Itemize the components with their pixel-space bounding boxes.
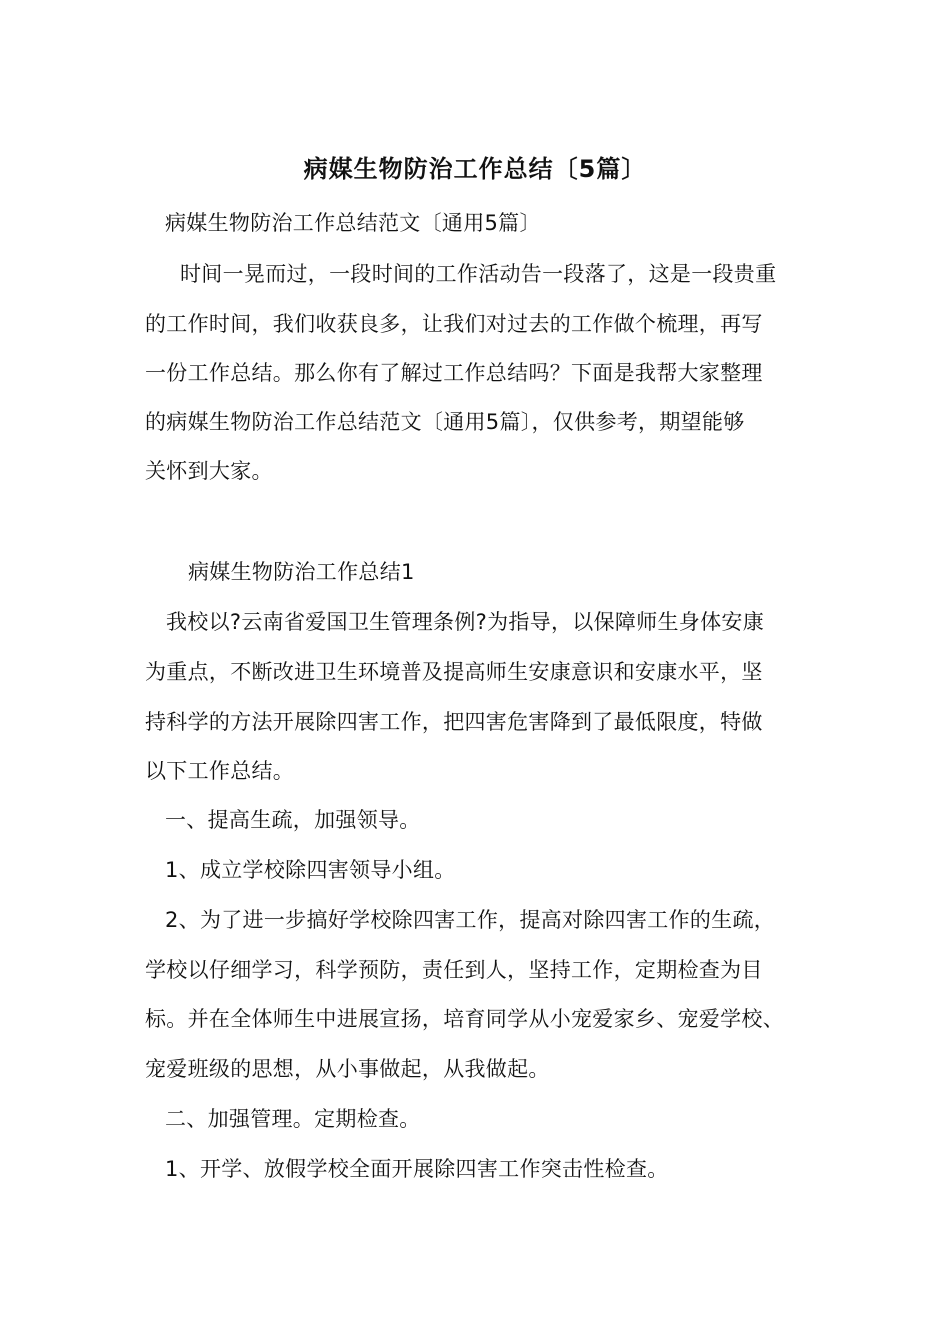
intro-line: 关怀到大家。 <box>145 459 273 483</box>
body-line: 我校以?云南省爱国卫生管理条例?为指导，以保障师生身体安康 <box>166 610 764 634</box>
list-heading: 一、提高生疏，加强领导。 <box>165 808 421 832</box>
body-line: 持科学的方法开展除四害工作，把四害危害降到了最低限度，特做 <box>145 710 763 734</box>
intro-line: 时间一晃而过，一段时间的工作活动告一段落了，这是一段贵重 <box>180 262 777 286</box>
document-title: 病媒生物防治工作总结〔5篇〕 <box>303 155 647 183</box>
body-line: 为重点，不断改进卫生环境普及提高师生安康意识和安康水平，坚 <box>145 660 763 684</box>
list-item: 2、为了进一步搞好学校除四害工作，提高对除四害工作的生疏， <box>165 908 776 932</box>
intro-line: 的病媒生物防治工作总结范文〔通用5篇〕，仅供参考，期望能够 <box>145 410 745 434</box>
list-item: 1、开学、放假学校全面开展除四害工作突击性检查。 <box>165 1157 669 1181</box>
intro-line: 一份工作总结。那么你有了解过工作总结吗？下面是我帮大家整理 <box>145 361 763 385</box>
body-line: 学校以仔细学习，科学预防，责任到人，坚持工作，定期检查为目 <box>145 958 763 982</box>
body-line: 宠爱班级的思想，从小事做起，从我做起。 <box>145 1057 550 1081</box>
section-heading: 病媒生物防治工作总结1 <box>188 560 415 584</box>
list-heading: 二、加强管理。定期检查。 <box>165 1107 421 1131</box>
list-item: 1、成立学校除四害领导小组。 <box>165 858 456 882</box>
body-line: 标。并在全体师生中进展宣扬，培育同学从小宠爱家乡、宠爱学校、 <box>145 1007 784 1031</box>
body-line: 以下工作总结。 <box>145 759 295 783</box>
intro-line: 的工作时间，我们收获良多，让我们对过去的工作做个梳理，再写 <box>145 312 763 336</box>
document-subtitle: 病媒生物防治工作总结范文〔通用5篇〕 <box>165 211 541 235</box>
